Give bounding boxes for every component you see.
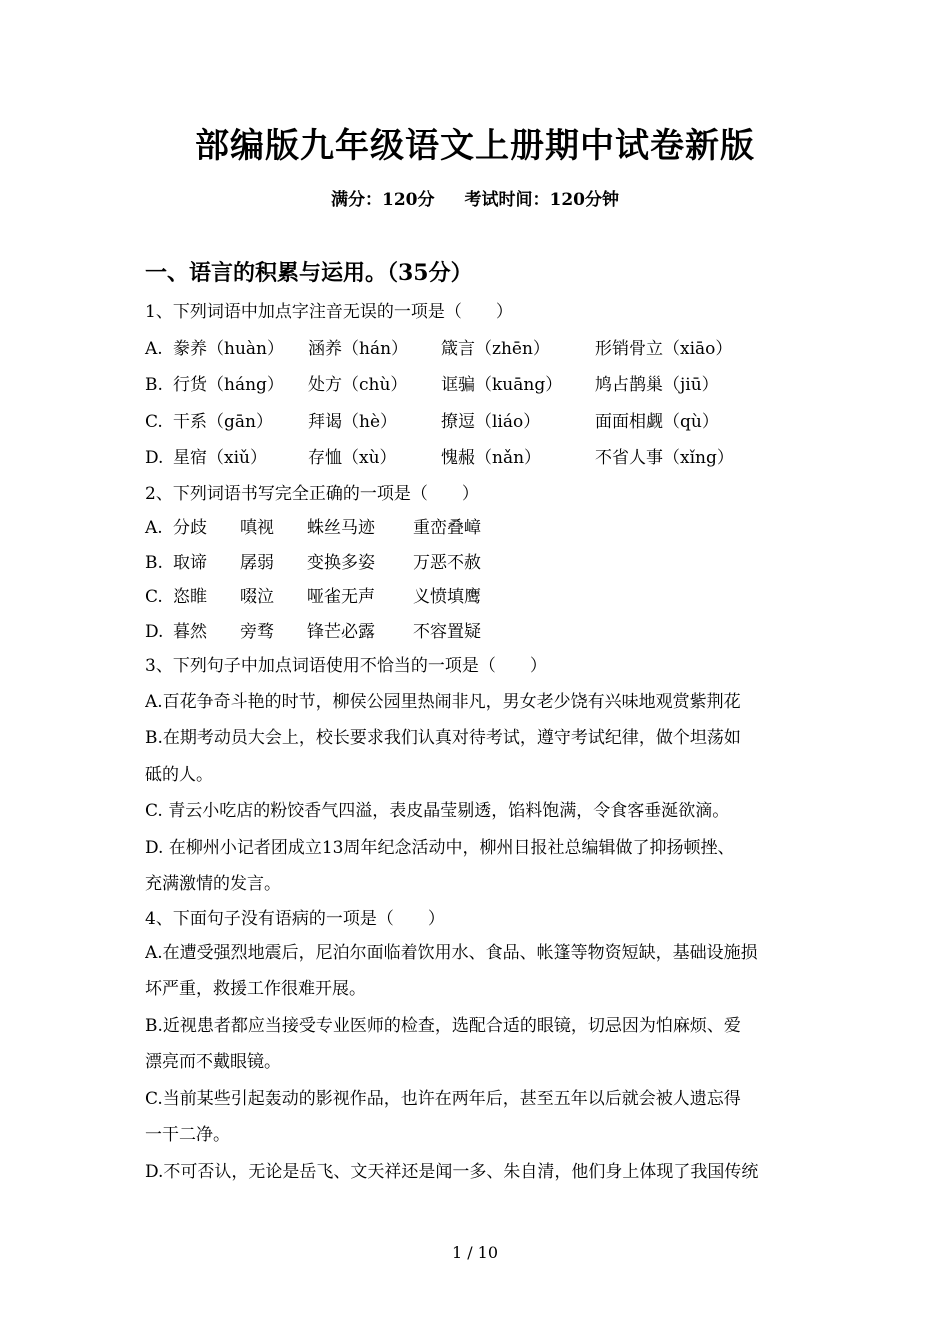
option-item: 嗔视 [240,518,274,538]
option-item: 愧赧（nǎn） [441,448,542,468]
option-line: A.在遭受强烈地震后，尼泊尔面临着饮用水、食品、帐篷等物资短缺，基础设施损 [145,942,758,963]
option-line: D.不可否认，无论是岳飞、文天祥还是闻一多、朱自清，他们身上体现了我国传统 [145,1161,759,1182]
option-label: A. [145,338,163,359]
option-line: C. 青云小吃店的粉饺香气四溢，表皮晶莹剔透，馅料饱满，令食客垂涎欲滴。 [145,801,730,821]
page-title: 部编版九年级语文上册期中试卷新版 [195,126,755,166]
option-item: 存恤（xù） [308,448,397,468]
exam-info [0,186,950,214]
option-item: 鸠占鹊巢（jiū） [595,375,719,395]
option-row [145,440,810,477]
question-stem: 4、下面句子没有语病的一项是（ ） [145,908,445,929]
question-stem: 1、下列词语中加点字注音无误的一项是（ ） [145,302,513,322]
option-item: 孱弱 [240,552,274,573]
option-label: C. [145,587,163,607]
option-item: 暮然 [173,621,207,642]
option-item: 行货（háng） [173,375,284,395]
option-item: 不省人事（xǐng） [595,448,734,468]
option-label: D. [145,448,164,468]
option-item: 重峦叠嶂 [413,518,481,538]
option-row [145,546,810,581]
option-item: 星宿（xiǔ） [173,448,267,468]
option-label: A. [145,518,163,538]
option-item: 义愤填鹰 [413,587,481,607]
option-line: 充满激情的发言。 [145,874,281,894]
option-item: 恣睢 [173,587,207,607]
option-label: B. [145,552,163,573]
option-row [145,615,810,650]
option-item: 变换多姿 [307,552,375,573]
option-row [145,580,810,615]
option-row [145,404,810,441]
question-stem: 3、下列句子中加点词语使用不恰当的一项是（ ） [145,656,547,676]
full-score: 满分：120分 [331,190,435,210]
option-row [145,511,810,546]
option-row [145,367,810,404]
option-line: 坏严重，救援工作很难开展。 [145,979,366,999]
option-item: 豢养（huàn） [173,338,284,359]
option-line: C.当前某些引起轰动的影视作品，也许在两年后，甚至五年以后就会被人遗忘得 [145,1088,741,1109]
option-item: 干系（gān） [173,411,273,432]
questions [145,294,810,1190]
option-item: 拜谒（hè） [308,411,398,432]
option-item: 旁骛 [240,621,274,642]
option-line: 砥的人。 [145,764,213,785]
option-item: 处方（chù） [308,375,408,395]
option-item: 万恶不赦 [413,552,481,573]
option-item: 取谛 [173,552,207,573]
option-item: 形销骨立（xiāo） [595,338,733,359]
option-item: 撩逗（liáo） [441,411,541,432]
option-label: D. [145,621,164,642]
option-line: A.百花争奇斗艳的时节，柳侯公园里热闹非凡，男女老少饶有兴味地观赏紫荆花 [145,691,741,712]
option-row [145,331,810,368]
option-item: 哑雀无声 [307,587,375,607]
option-item: 面面相觑（qù） [595,411,719,432]
option-item: 涵养（hán） [308,338,409,359]
option-line: 一干二净。 [145,1125,230,1145]
option-item: 箴言（zhēn） [441,338,550,359]
section-heading: 一、语言的积累与运用。（35分） [145,260,473,286]
option-item: 蛛丝马迹 [307,518,375,538]
exam-time: 考试时间：120分钟 [464,190,619,210]
option-item: 诓骗（kuāng） [441,375,563,395]
option-line: B.近视患者都应当接受专业医师的检查，选配合适的眼镜，切忌因为怕麻烦、爱 [145,1015,741,1036]
option-line: B.在期考动员大会上，校长要求我们认真对待考试，遵守考试纪律，做个坦荡如 [145,728,741,748]
option-item: 啜泣 [240,587,274,607]
option-label: B. [145,375,163,395]
option-item: 分歧 [173,518,207,538]
option-label: C. [145,411,163,432]
option-item: 锋芒必露 [307,621,375,642]
page-number: 1 / 10 [451,1243,499,1262]
option-line: D. 在柳州小记者团成立13周年纪念活动中，柳州日报社总编辑做了抑扬顿挫、 [145,837,735,858]
option-line: 漂亮而不戴眼镜。 [145,1052,281,1072]
option-item: 不容置疑 [413,621,481,642]
question-stem: 2、下列词语书写完全正确的一项是（ ） [145,483,479,504]
